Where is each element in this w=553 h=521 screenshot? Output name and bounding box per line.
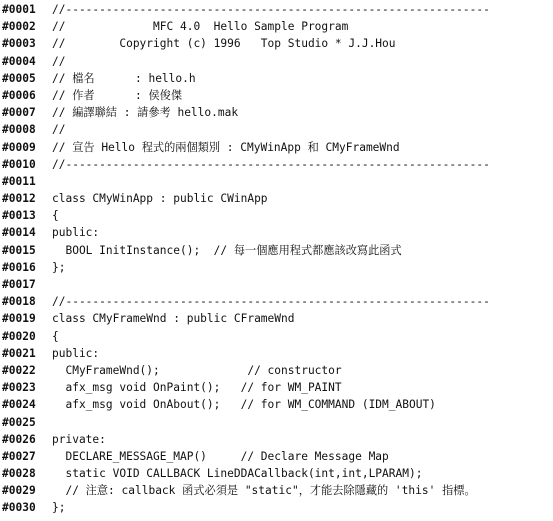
line-number: #0020 — [2, 329, 36, 343]
code-line — [2, 328, 551, 345]
code-line — [2, 242, 551, 259]
code-text: DECLARE_MESSAGE_MAP() // Declare Message Map — [52, 449, 389, 463]
code-text: static VOID CALLBACK LineDDACallback(int,int,LPARAM); — [52, 467, 423, 481]
line-number: #0029 — [2, 484, 36, 498]
code-text: //--------------------------------------------------------------- — [52, 295, 490, 309]
code-line — [2, 310, 551, 327]
code-text: // 編譯聯結 : 請參考 hello.mak — [52, 106, 239, 120]
code-text: { — [52, 209, 59, 223]
code-text: private: — [52, 432, 106, 446]
line-number: #0009 — [2, 140, 36, 154]
line-number: #0008 — [2, 123, 36, 137]
code-line — [2, 293, 551, 310]
code-text: //--------------------------------------------------------------- — [52, 157, 490, 171]
code-line — [2, 18, 551, 35]
code-line — [2, 1, 551, 18]
line-number: #0030 — [2, 501, 36, 515]
code-text: class CMyFrameWnd : public CFrameWnd — [52, 312, 295, 326]
line-number: #0014 — [2, 226, 36, 240]
code-line — [2, 396, 551, 413]
code-line — [2, 156, 551, 173]
line-number: #0002 — [2, 20, 36, 34]
code-line — [2, 104, 551, 121]
line-number: #0010 — [2, 157, 36, 171]
line-number: #0023 — [2, 381, 36, 395]
code-text: // Copyright (c) 1996 Top Studio * J.J.Hou — [52, 37, 396, 51]
code-text — [52, 173, 551, 190]
code-text: }; — [52, 260, 66, 274]
code-text: class CMyWinApp : public CWinApp — [52, 192, 268, 206]
code-line — [2, 207, 551, 224]
line-number: #0025 — [2, 415, 36, 429]
code-line — [2, 448, 551, 465]
line-number: #0026 — [2, 432, 36, 446]
code-text: afx_msg void OnPaint(); // for WM_PAINT — [52, 381, 342, 395]
code-line — [2, 70, 551, 87]
code-text: //--------------------------------------------------------------- — [52, 3, 490, 16]
code-text: { — [52, 329, 59, 343]
code-line — [2, 362, 551, 379]
code-line — [2, 35, 551, 52]
code-line — [2, 87, 551, 104]
line-number: #0007 — [2, 106, 36, 120]
code-text: CMyFrameWnd(); // constructor — [52, 363, 342, 377]
line-number: #0022 — [2, 363, 36, 377]
line-number: #0016 — [2, 260, 36, 274]
line-number: #0028 — [2, 467, 36, 481]
code-line — [2, 190, 551, 207]
code-text: // — [52, 54, 66, 68]
code-text: // 作者 : 侯俊傑 — [52, 88, 183, 102]
code-text: afx_msg void OnAbout(); // for WM_COMMAND (IDM_ABOUT) — [52, 398, 436, 412]
code-line — [2, 379, 551, 396]
line-number: #0027 — [2, 449, 36, 463]
line-number: #0024 — [2, 398, 36, 412]
code-line — [2, 276, 551, 293]
line-number: #0004 — [2, 54, 36, 68]
code-text: public: — [52, 346, 100, 360]
line-number: #0019 — [2, 312, 36, 326]
line-number: #0011 — [2, 174, 36, 188]
code-line — [2, 139, 551, 156]
code-line — [2, 482, 551, 499]
line-number: #0005 — [2, 71, 36, 85]
code-line — [2, 224, 551, 241]
code-text — [52, 276, 551, 293]
line-number: #0012 — [2, 192, 36, 206]
code-text: // 注意: callback 函式必須是 "static"，才能去除隱藏的 'this' 指標。 — [52, 484, 476, 498]
code-text: BOOL InitInstance(); // 每一個應用程式都應該改寫此函式 — [52, 243, 402, 257]
line-number: #0006 — [2, 88, 36, 102]
code-line — [2, 465, 551, 482]
code-line — [2, 499, 551, 516]
code-line — [2, 345, 551, 362]
line-number: #0015 — [2, 243, 36, 257]
code-line — [2, 121, 551, 138]
line-number: #0018 — [2, 295, 36, 309]
code-line — [2, 431, 551, 448]
code-line — [2, 53, 551, 70]
code-text: // 宣告 Hello 程式的兩個類別 : CMyWinApp 和 CMyFrameWnd — [52, 140, 400, 154]
code-line — [2, 173, 551, 190]
code-text: // 檔名 : hello.h — [52, 71, 196, 85]
line-number: #0021 — [2, 346, 36, 360]
code-text: // MFC 4.0 Hello Sample Program — [52, 20, 349, 34]
code-text: // — [52, 123, 66, 137]
code-text — [52, 414, 551, 431]
line-number: #0001 — [2, 3, 36, 16]
code-listing — [2, 1, 551, 517]
code-line — [2, 414, 551, 431]
code-line — [2, 259, 551, 276]
line-number: #0017 — [2, 278, 36, 291]
line-number: #0013 — [2, 209, 36, 223]
line-number: #0003 — [2, 37, 36, 51]
code-text: }; — [52, 501, 66, 515]
code-text: public: — [52, 226, 100, 240]
